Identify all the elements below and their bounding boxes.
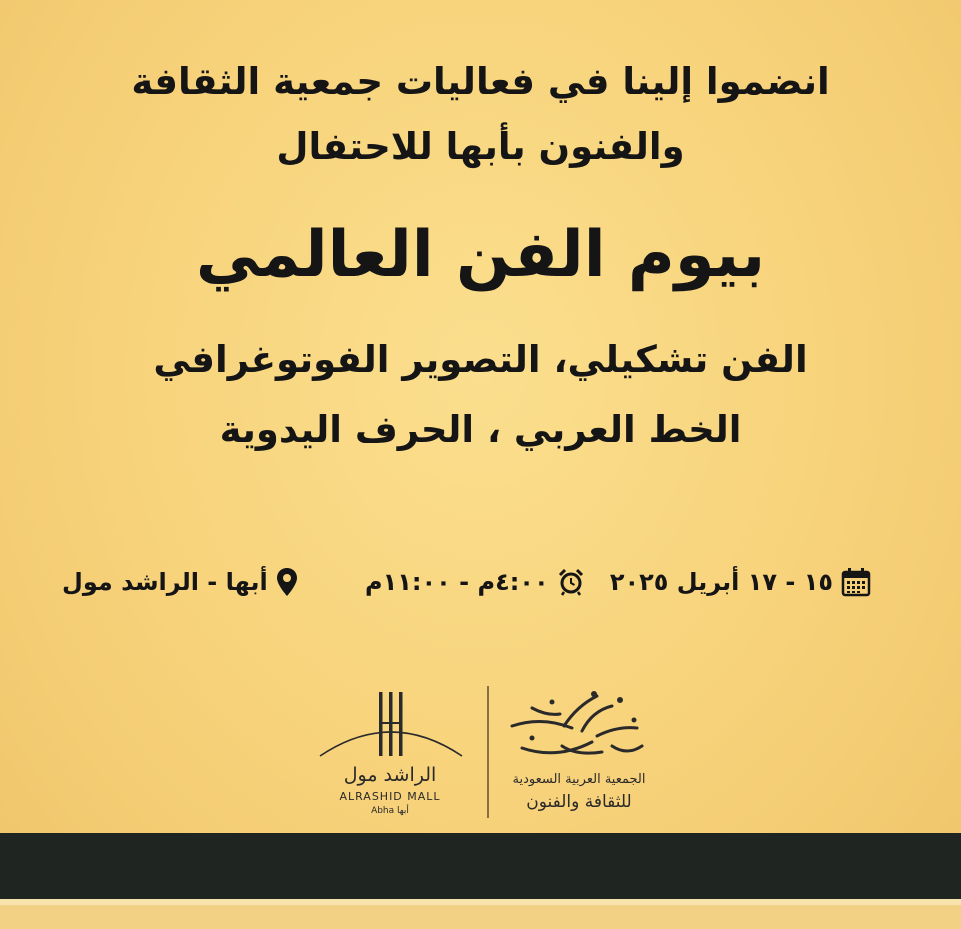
calendar-icon — [841, 567, 871, 597]
event-date-text: ١٥ - ١٧ أبريل ٢٠٢٥ — [609, 568, 833, 596]
headline: بيوم الفن العالمي — [195, 218, 766, 292]
society-emblem-icon — [502, 686, 652, 768]
society-name-line-2: للثقافة والفنون — [526, 792, 632, 812]
intro-line-2: والفنون بأبها للاحتفال — [276, 125, 685, 168]
mall-name-english: ALRASHID MALL — [339, 790, 441, 803]
event-time-text: ٤:٠٠م - ١١:٠٠م — [365, 568, 549, 596]
intro-line-1: انضموا إلينا في فعاليات جمعية الثقافة — [131, 60, 830, 103]
society-name-line-1: الجمعية العربية السعودية — [512, 772, 646, 787]
activities-line-1: الفن تشكيلي، التصوير الفوتوغرافي — [153, 338, 808, 381]
bottom-strip-highlight — [0, 899, 961, 905]
event-location-text: أبها - الراشد مول — [62, 568, 268, 596]
alrashid-mall-emblem-icon — [316, 688, 466, 766]
bottom-band — [0, 833, 961, 899]
alarm-clock-icon — [557, 568, 585, 596]
mall-city: Abha أبها — [371, 806, 409, 816]
map-pin-icon — [276, 567, 298, 597]
event-time — [365, 562, 585, 602]
logo-divider — [487, 686, 489, 818]
event-location — [62, 562, 298, 602]
activities-line-2: الخط العربي ، الحرف اليدوية — [219, 408, 742, 451]
mall-name-arabic: الراشد مول — [343, 764, 437, 786]
event-date — [610, 562, 871, 602]
